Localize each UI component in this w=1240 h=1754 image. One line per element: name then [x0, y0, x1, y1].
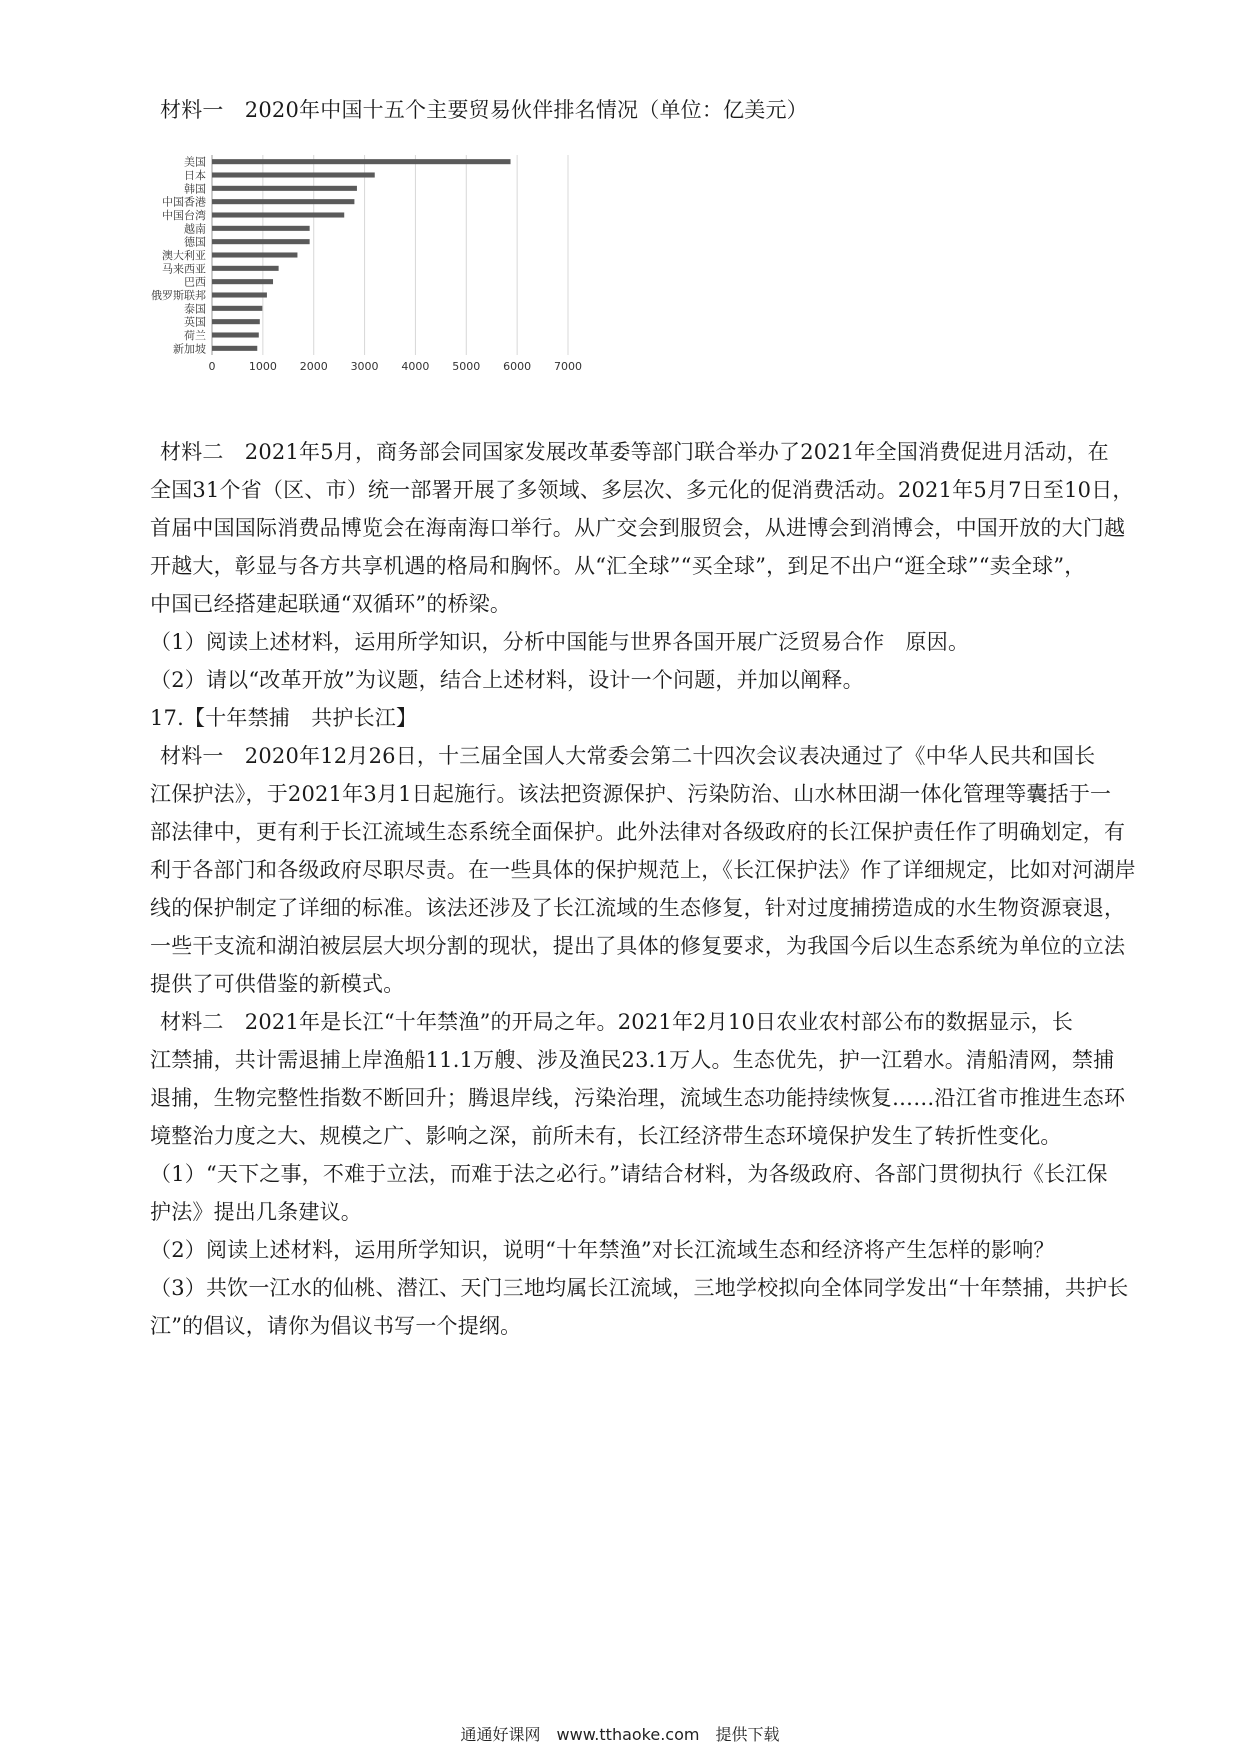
bar: [212, 226, 310, 231]
x-tick-label: 2000: [299, 360, 328, 373]
category-label: 英国: [184, 315, 206, 329]
s2-material2-line-1: 材料二 2021年是长江“十年禁渔”的开局之年。2021年2月10日农业农村部公布的数据显示，长: [160, 1010, 1074, 1034]
x-tick-label: 7000: [554, 360, 582, 373]
category-label: 荷兰: [184, 329, 206, 342]
bar: [212, 306, 262, 311]
question-16-1: （1）阅读上述材料，运用所学知识，分析中国能与世界各国开展广泛贸易合作 原因。: [150, 630, 970, 654]
category-label: 越南: [184, 222, 206, 236]
x-tick-label: 0: [208, 360, 216, 373]
category-label: 中国香港: [162, 195, 206, 209]
category-label: 德国: [184, 235, 206, 249]
category-label: 俄罗斯联邦: [151, 289, 206, 302]
s2-material1-line-2: 江保护法》，于2021年3月1日起施行。该法把资源保护、污染防治、山水林田湖一体化管理等囊括于一: [150, 782, 1112, 806]
question-17-2: （2）阅读上述材料，运用所学知识，说明“十年禁渔”对长江流域生态和经济将产生怎样的影响？: [150, 1238, 1055, 1262]
trade-partner-bar-chart: [150, 155, 670, 430]
question-17-1a: （1）“天下之事，不难于立法，而难于法之必行。”请结合材料，为各级政府、各部门贯彻执行《长江保: [150, 1162, 1108, 1186]
bar: [212, 266, 279, 271]
x-tick-label: 4000: [401, 360, 430, 373]
material2-line-3: 首届中国国际消费品博览会在海南海口举行。从广交会到服贸会，从进博会到消博会，中国开放的大门越: [150, 516, 1126, 540]
question-17-3a: （3）共饮一江水的仙桃、潜江、天门三地均属长江流域，三地学校拟向全体同学发出“十年禁捕，共护长: [150, 1276, 1129, 1300]
bar: [212, 199, 354, 204]
s2-material1-line-3: 部法律中，更有利于长江流域生态系统全面保护。此外法律对各级政府的长江保护责任作了明确划定，有: [150, 820, 1126, 844]
bar: [212, 346, 257, 351]
category-label: 马来西亚: [162, 262, 206, 276]
bar: [212, 332, 259, 337]
s2-material2-line-3: 退捕，生物完整性指数不断回升；腾退岸线，污染治理，流域生态功能持续恢复……沿江省市推进生态环: [150, 1086, 1126, 1110]
bar: [212, 239, 310, 244]
category-label: 日本: [184, 169, 206, 182]
page-footer: 通通好课网 www.tthaoke.com 提供下载: [460, 1725, 780, 1744]
s2-material1-line-5: 线的保护制定了详细的标准。该法还涉及了长江流域的生态修复，针对过度捕捞造成的水生物资源衰退，: [150, 896, 1126, 920]
bar: [212, 319, 260, 324]
category-label: 新加坡: [173, 342, 206, 356]
category-label: 韩国: [184, 182, 206, 196]
question-17-1b: 护法》提出几条建议。: [150, 1200, 362, 1224]
s2-material1-line-1: 材料一 2020年12月26日，十三届全国人大常委会第二十四次会议表决通过了《中华人民共和国长: [160, 744, 1096, 768]
bar: [212, 159, 511, 164]
bar: [212, 172, 375, 177]
s2-material1-line-6: 一些干支流和湖泊被层层大坝分割的现状，提出了具体的修复要求，为我国今后以生态系统为单位的立法: [150, 934, 1126, 958]
category-label: 美国: [184, 155, 206, 169]
s2-material1-line-7: 提供了可供借鉴的新模式。: [150, 972, 405, 996]
bar: [212, 279, 273, 284]
s2-material2-line-2: 江禁捕，共计需退捕上岸渔船11.1万艘、涉及渔民23.1万人。生态优先，护一江碧水。清船清网，禁捕: [150, 1048, 1115, 1072]
x-tick-label: 6000: [503, 360, 532, 373]
x-tick-label: 1000: [248, 360, 277, 373]
category-label: 澳大利亚: [162, 249, 206, 262]
category-label: 中国台湾: [162, 209, 206, 222]
category-label: 巴西: [184, 275, 206, 289]
question-16-2: （2）请以“改革开放”为议题，结合上述材料，设计一个问题，并加以阐释。: [150, 668, 864, 692]
question-17-heading: 17.【十年禁捕 共护长江】: [150, 706, 418, 730]
bar: [212, 212, 344, 217]
s2-material1-line-4: 利于各部门和各级政府尽职尽责。在一些具体的保护规范上，《长江保护法》作了详细规定，比如对河湖岸: [150, 858, 1136, 882]
material2-line-4: 开越大，彰显与各方共享机遇的格局和胸怀。从“汇全球”“买全球”，到足不出户“逛全球”“卖全球”，: [150, 554, 1086, 578]
material2-line-5: 中国已经搭建起联通“双循环”的桥梁。: [150, 592, 512, 616]
x-tick-label: 3000: [350, 360, 379, 373]
bar: [212, 252, 297, 257]
category-label: 泰国: [184, 302, 206, 316]
material1-title: 材料一 2020年中国十五个主要贸易伙伴排名情况（单位：亿美元）: [160, 98, 808, 122]
bar: [212, 186, 357, 191]
material2-line-2: 全国31个省（区、市）统一部署开展了多领域、多层次、多元化的促消费活动。2021年5月7日至10日，: [150, 478, 1134, 502]
x-tick-label: 5000: [452, 360, 481, 373]
material2-line-1: 材料二 2021年5月，商务部会同国家发展改革委等部门联合举办了2021年全国消费促进月活动，在: [160, 440, 1109, 464]
bar: [212, 292, 267, 297]
question-17-3b: 江”的倡议，请你为倡议书写一个提纲。: [150, 1314, 522, 1338]
s2-material2-line-4: 境整治力度之大、规模之广、影响之深，前所未有，长江经济带生态环境保护发生了转折性变化。: [150, 1124, 1062, 1148]
